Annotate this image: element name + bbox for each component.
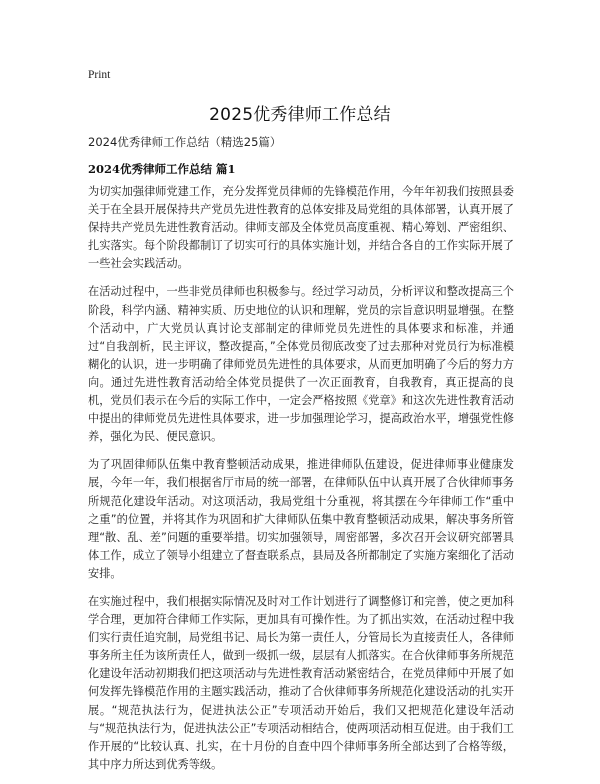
paragraph: 为了巩固律师队伍集中教育整顿活动成果，推进律师队伍建设，促进律师事业健康发展，今年一年，我们根据省厅市局的统一部署，在律师队伍中认真开展了合伙律师事务所规范化建设年活动。对这项活动，我局党组十分重视，将其摆在今年律师工作“重中之重”的位置，并将其作为巩固和扩大律师队伍集中教育整顿活动成果，解决事务所管理“散、乱、差”问题的重要举措。切实加强领导，周密部署，多次召开会议研究部署具体工作，成立了领导小组建立了督查联系点，县局及各所都制定了实施方案细化了活动安排。 — [88, 458, 514, 580]
paragraph: 在活动过程中，一些非党员律师也积极参与。经过学习动员，分析评议和整改提高三个阶段，科学内涵、精神实质、历史地位的认识和理解，党员的宗旨意识明显增强。在整个活动中，广大党员认真讨论支部制定的律师党员先进性的具体要求和标准，并通过“自我剖析，民主评议，整改提高，”全体党员彻底改变了过去那种对党员行为标准模糊化的认识，进一步明确了律师党员先进性的具体要求，从而更加明确了今后的努力方向。通过先进性教育活动给全体党员提供了一次正面教育，自我教育，真正提高的良机，党员们表示在今后的实际工作中，一定会严格按照《党章》和这次先进性教育活动中提出的律师党员先进性具体要求，进一步加强理论学习，提高政治水平，增强党性修养，强化为民、便民意识。 — [88, 285, 514, 444]
document-title: 2025优秀律师工作总结 — [209, 105, 391, 125]
section-heading: 2024优秀律师工作总结 篇1 — [88, 162, 236, 176]
print-link[interactable]: Print — [88, 69, 111, 81]
paragraph: 在实施过程中，我们根据实际情况及时对工作计划进行了调整修订和完善，使之更加科学合理，更加符合律师工作实际，更加具有可操作性。为了抓出实效，在活动过程中我们实行责任追究制，局党组书记、局长为第一责任人，分管局长为直接责任人，各律师事务所主任为该所责任人，做到一级抓一级，层层有人抓落实。在合伙律师事务所规范化建设年活动初期我们把这项活动与先进性教育活动紧密结合，在党员律师中开展了如何发挥先锋模范作用的主题实践活动，推动了合伙律师事务所规范化建设活动的扎实开展。“规范执法行为，促进执法公正”专项活动开始后，我们又把规范化建设年活动与“规范执法行为，促进执法公正”专项活动相结合，使两项活动相互促进。由于我们工作开展的“比较认真、扎实，在十月份的自查中四个律师事务所全部达到了合格等级，其中序力所达到优秀等级。 — [88, 594, 514, 771]
article-body — [88, 183, 514, 784]
document-subtitle: 2024优秀律师工作总结（精选25篇） — [88, 135, 282, 149]
paragraph: 为切实加强律师党建工作，充分发挥党员律师的先锋模范作用，今年年初我们按照县委关于在全县开展保持共产党员先进性教育的总体安排及局党组的具体部署，认真开展了保持共产党员先进性教育活动。律师支部及全体党员高度重视、精心筹划、严密组织、扎实落实。每个阶段都制订了切实可行的具体实施计划，并结合各自的工作实际开展了一些社会实践活动。 — [88, 185, 514, 271]
